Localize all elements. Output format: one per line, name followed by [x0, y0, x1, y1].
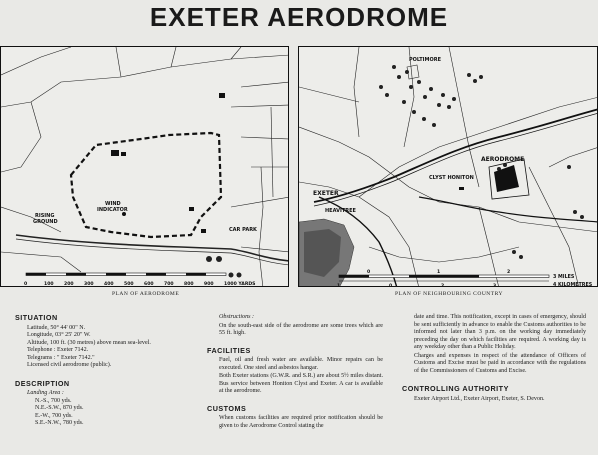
field-boundaries [1, 47, 289, 287]
scale-tick-label: 800 [184, 282, 194, 287]
label-car-park: CAR PARK [229, 227, 257, 233]
longitude: Longitude, 03° 25' 20" W. [27, 332, 91, 338]
controlling-authority-text: Exeter Airport Ltd., Exeter Airport, Exeter, S. Devon. [414, 395, 545, 402]
building [189, 207, 194, 211]
scale-bar-segment [26, 273, 46, 276]
telegrams: Telegrams : " Exeter 7142." [27, 354, 95, 361]
aerodrome-plan-map [0, 46, 289, 287]
tree-icon [237, 273, 242, 278]
customs-text: When customs facilities are required prior notification should be given to the Aerodrome Control stating the [219, 415, 383, 429]
neighbouring-country-map [298, 46, 598, 287]
label-rising: RISING [35, 213, 55, 219]
scale-tick-label: 2 [441, 284, 445, 287]
scale-tick-label: 700 [164, 282, 174, 287]
landing-lines [15, 398, 200, 428]
scale-tick-label: 0 [367, 270, 371, 275]
main-road [314, 109, 598, 202]
building [219, 93, 225, 98]
scale-bar [24, 273, 256, 287]
latitude: Latitude, 50° 44' 00" N. [27, 324, 86, 331]
scale-tick-label: 1 [337, 284, 341, 287]
scale-tick-label: 100 [44, 282, 54, 287]
scale-tick-label: 2 [507, 270, 511, 275]
clyst-honiton-village [459, 187, 464, 190]
page-title: EXETER AERODROME [149, 2, 449, 32]
label-4-km: 4 KILOMETRES [553, 283, 593, 287]
obstructions-text: On the south-east side of the aerodrome are some trees which are 55 ft. high. [219, 322, 383, 336]
description-heading: DESCRIPTION [15, 378, 70, 388]
tree-icon [216, 256, 222, 262]
scale-tick-label: 1 [437, 270, 441, 275]
label-clyst-honiton: CLYST HONITON [429, 175, 474, 181]
scale-tick-label: 600 [144, 282, 154, 287]
label-exeter: EXETER [313, 190, 339, 197]
facilities-text-2: Both Exeter stations (G.W.R. and S.R.) are about 5½ miles distant. Bus service between Honiton Clyst and Exeter. A car is available at the aerodrome. [219, 373, 383, 394]
telephone: Telephone : Exeter 7142. [27, 347, 89, 353]
facilities-heading: FACILITIES [207, 345, 251, 355]
label-ground: GROUND [33, 219, 58, 225]
right-map-caption: PLAN OF NEIGHBOURING COUNTRY [395, 291, 503, 297]
neighbouring-country-drawing [299, 47, 598, 287]
miles-scale-segment [409, 275, 479, 278]
aerodrome-plan-drawing [1, 47, 289, 287]
customs-text-continued: date and time. This notification, except in cases of emergency, should be sent sufficiently in advance to enable the Customs authorities to be informed not later than 3 p.m. on the working day immediately preceding the day on which facilities are required. A working day is any weekday other than a Public Holiday. [414, 314, 586, 350]
scale-tick-label: 0 [389, 284, 393, 287]
label-heavitree: HEAVITREE [325, 208, 356, 214]
landing-se-nw: S.E.-N.W., 780 yds. [35, 420, 84, 426]
building [201, 229, 206, 233]
landing-n-s: N.-S., 700 yds. [35, 397, 72, 404]
landing-area-label: Landing Area : [27, 390, 64, 396]
scale-tick-label: 500 [124, 282, 134, 287]
column-customs [402, 314, 586, 404]
hangar-building [111, 150, 119, 156]
scale-bar-segment [66, 273, 86, 276]
main-road-edge [314, 113, 598, 206]
obstructions-label: Obstructions : [219, 314, 255, 320]
situation-heading: SITUATION [15, 313, 58, 322]
licence: Licensed civil aerodrome (public). [27, 362, 112, 368]
label-wind: WIND [105, 201, 121, 207]
scale-bars [337, 269, 593, 287]
left-map-caption: PLAN OF AERODROME [112, 291, 180, 297]
customs-heading: CUSTOMS [207, 403, 247, 413]
km-scale-ticks [337, 283, 496, 287]
facilities-text-1: Fuel, oil and fresh water are available. Minor repairs can be executed. One steel and asbestos hangar. [219, 357, 383, 371]
scale-tick-label: 0 [24, 282, 28, 287]
scale-bar-segment [106, 273, 126, 276]
tree-icon [206, 256, 212, 262]
miles-scale-segment [339, 275, 369, 278]
building [121, 152, 126, 156]
controlling-authority-heading: CONTROLLING AUTHORITY [402, 384, 509, 393]
label-indicator: INDICATOR [97, 207, 128, 213]
landing-ne-sw: N.E.-S.W., 870 yds. [35, 405, 84, 411]
column-situation [15, 314, 200, 428]
scale-tick-labels [24, 281, 256, 287]
label-aerodrome: AERODROME [481, 156, 525, 163]
scale-bar-segment [146, 273, 166, 276]
altitude: Altitude, 100 ft. (30 metres) above mean sea-level. [27, 339, 151, 346]
scale-tick-label: 200 [64, 282, 74, 287]
customs-charges-text: Charges and expenses in respect of the attendance of Officers of Customs and Excise must be paid in accordance with the regulations of the Commissioners of Customs and Excise. [414, 352, 586, 374]
scale-tick-label: 400 [104, 282, 114, 287]
scale-tick-label: 900 [204, 282, 214, 287]
situation-lines [15, 325, 200, 370]
scale-tick-label: 3 [493, 284, 497, 287]
miles-scale-ticks [367, 269, 510, 275]
scale-tick-label: 300 [84, 282, 94, 287]
column-facilities [207, 314, 383, 431]
label-poltimore: POLTIMORE [409, 57, 442, 63]
tree-icon [229, 273, 234, 278]
label-3-miles: 3 MILES [553, 275, 575, 280]
scale-tick-label: 1000 YARDS [224, 282, 256, 287]
landing-e-w: E.-W., 700 yds. [35, 412, 73, 419]
aerodrome-boundary [71, 133, 221, 237]
scale-bar-segment [186, 273, 206, 276]
